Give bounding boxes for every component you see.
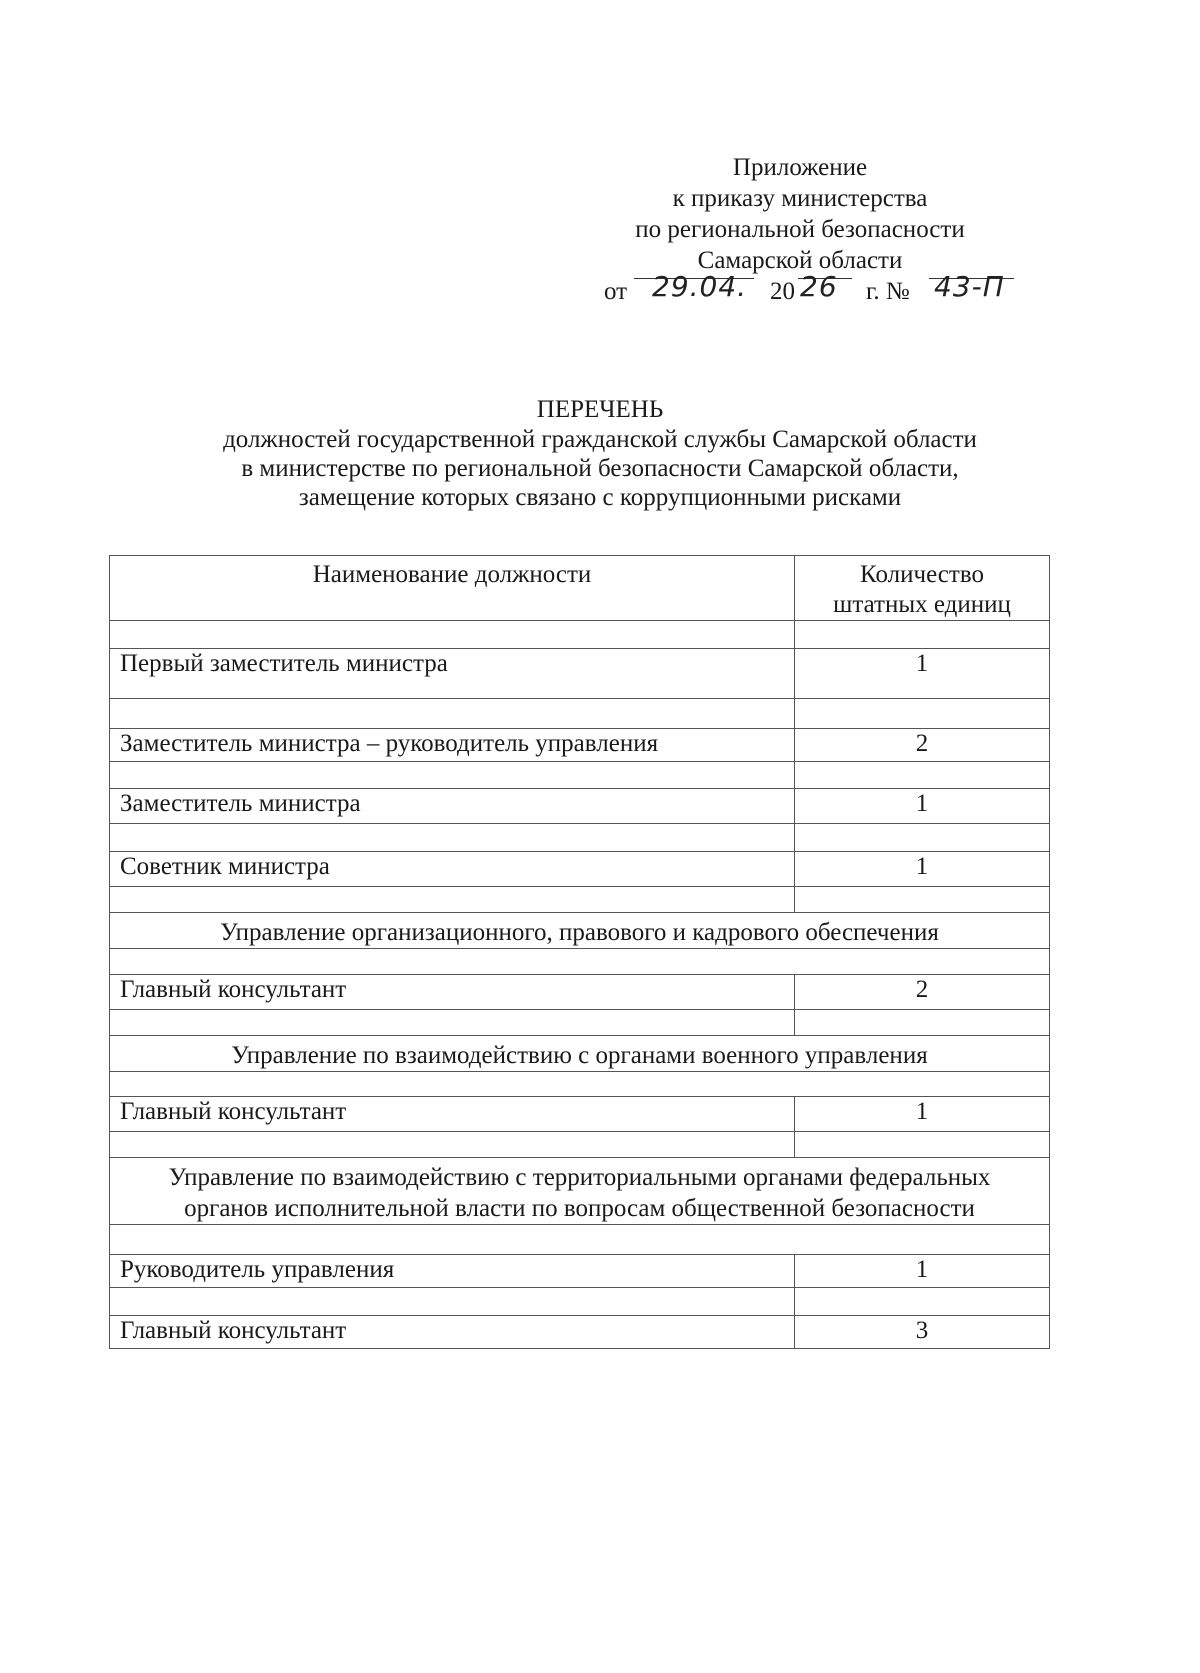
section-title-line: органов исполнительной власти по вопросам общественной безопасности xyxy=(184,1195,975,1222)
table-row xyxy=(110,1097,1050,1132)
spacer-row xyxy=(110,949,1050,975)
position-count: 1 xyxy=(795,852,1050,887)
section-row xyxy=(110,913,1050,949)
spacer-row xyxy=(110,1010,1050,1036)
column-header-label: Количество xyxy=(860,561,984,588)
spacer-row xyxy=(110,1072,1050,1097)
document-subtitle-line: в министерстве по региональной безопасности Самарской области, xyxy=(241,455,959,482)
column-header-count xyxy=(795,556,1050,621)
position-count: 2 xyxy=(795,975,1050,1010)
position-count: 2 xyxy=(795,729,1050,762)
spacer-row xyxy=(110,621,1050,649)
appendix-header xyxy=(610,152,990,276)
spacer-row xyxy=(110,1225,1050,1255)
spacer-row xyxy=(110,1132,1050,1158)
positions-table xyxy=(109,555,1050,1349)
position-name: Главный консультант xyxy=(110,1097,795,1132)
section-title: Управление по взаимодействию с органами военного управления xyxy=(110,1036,1050,1072)
document-subtitle-line: должностей государственной гражданской службы Самарской области xyxy=(223,426,977,453)
spacer-row xyxy=(110,699,1050,729)
document-subtitle-line: замещение которых связано с коррупционными рисками xyxy=(298,484,902,511)
position-count: 1 xyxy=(795,1097,1050,1132)
table-row xyxy=(110,789,1050,824)
handwritten-number: 43-П xyxy=(934,270,1005,303)
position-count: 3 xyxy=(795,1316,1050,1349)
appendix-line: по региональной безопасности xyxy=(635,216,965,243)
column-header-label: Наименование должности xyxy=(312,561,592,588)
appendix-line: к приказу министерства xyxy=(672,185,928,212)
spacer-row xyxy=(110,887,1050,913)
position-name: Руководитель управления xyxy=(110,1255,795,1288)
column-header-label: штатных единиц xyxy=(833,591,1011,618)
order-date-line xyxy=(604,272,1024,312)
table-row xyxy=(110,852,1050,887)
handwritten-date: 29.04. xyxy=(652,270,748,303)
position-name: Главный консультант xyxy=(110,1316,795,1349)
spacer-row xyxy=(110,1288,1050,1316)
document-heading: ПЕРЕЧЕНЬ xyxy=(536,396,664,423)
position-name: Главный консультант xyxy=(110,975,795,1010)
section-title: Управление организационного, правового и кадрового обеспечения xyxy=(110,913,1050,949)
section-title xyxy=(110,1158,1050,1225)
number-prefix: г. № xyxy=(866,278,910,305)
table-row xyxy=(110,649,1050,699)
section-row xyxy=(110,1036,1050,1072)
handwritten-year: 26 xyxy=(800,270,838,303)
position-name: Заместитель министра – руководитель управления xyxy=(110,729,795,762)
position-name: Советник министра xyxy=(110,852,795,887)
spacer-row xyxy=(110,762,1050,789)
table-row xyxy=(110,1255,1050,1288)
position-count: 1 xyxy=(795,789,1050,824)
position-count: 1 xyxy=(795,649,1050,699)
position-name: Первый заместитель министра xyxy=(110,649,795,699)
section-title-line: Управление по взаимодействию с территориальными органами федеральных xyxy=(168,1164,991,1191)
position-name: Заместитель министра xyxy=(110,789,795,824)
section-row xyxy=(110,1158,1050,1225)
appendix-line: Самарской области xyxy=(697,247,903,274)
table-header-row xyxy=(110,556,1050,621)
date-prefix: от xyxy=(604,278,628,305)
spacer-row xyxy=(110,824,1050,852)
table-row xyxy=(110,1316,1050,1349)
column-header-position xyxy=(110,556,795,621)
year-prefix: 20 xyxy=(770,278,795,305)
table-row xyxy=(110,975,1050,1010)
position-count: 1 xyxy=(795,1255,1050,1288)
appendix-line: Приложение xyxy=(732,154,868,181)
table-row xyxy=(110,729,1050,762)
